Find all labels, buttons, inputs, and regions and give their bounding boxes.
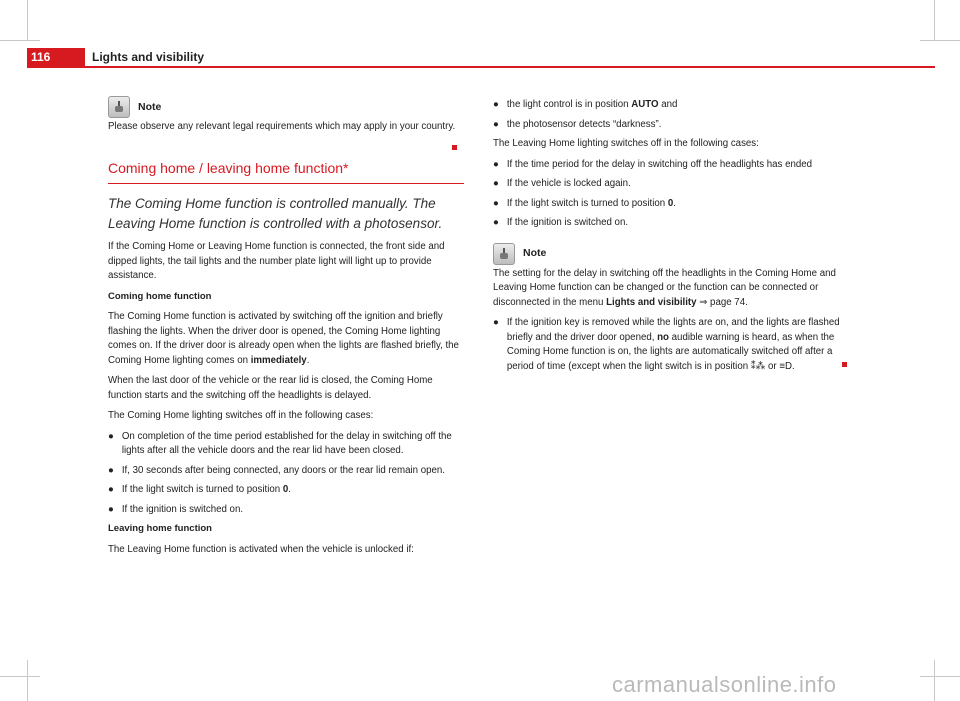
side-lights-icon: ⁑⁂ — [750, 360, 766, 372]
emphasis: immediately — [250, 354, 307, 366]
crop-mark — [27, 0, 28, 40]
note-text — [493, 267, 849, 311]
list-item-text: If the vehicle is locked again. — [506, 178, 631, 189]
bullet-dot: ● — [493, 317, 499, 328]
note-label: Note — [523, 247, 547, 260]
note-label: Note — [138, 100, 162, 113]
crop-mark — [920, 40, 960, 41]
section-heading: Coming home / leaving home function* — [108, 159, 349, 176]
paragraph: The Leaving Home function is activated when the vehicle is unlocked if: — [108, 543, 414, 555]
list-item-text: If the ignition key is removed while the lights are on, and the lights are flashed briefly and the driver door opened, — [506, 317, 840, 343]
running-header: Lights and visibility — [92, 50, 205, 64]
menu-name: Lights and visibility — [606, 296, 697, 308]
lead-text: The Coming Home function is controlled manually. The Leaving Home function is controlled with a photosensor. — [108, 196, 443, 231]
heading-rule — [108, 183, 464, 184]
crop-mark — [0, 40, 40, 41]
switch-position: 0 — [282, 484, 289, 495]
list-item — [493, 158, 849, 173]
crop-mark — [934, 660, 935, 701]
note-text: Please observe any relevant legal requirements which may apply in your country. — [108, 121, 456, 132]
list-item-text: the light control is in position — [506, 99, 629, 110]
list-item — [493, 98, 849, 113]
watermark: carmanualsonline.info — [612, 672, 837, 697]
list-item — [493, 118, 849, 133]
left-column — [108, 96, 464, 563]
list-item-text: If the ignition is switched on. — [121, 503, 244, 515]
bullet-dot: ● — [493, 118, 499, 130]
text-run: The Coming Home function is activated by switching off the ignition and briefly flashing the lights. When the driver door is opened, the Coming Home lighting comes on. If the driver door is already open when the lights are flashed briefly, the Coming Home lighting comes on — [108, 311, 459, 366]
bullet-dot: ● — [493, 217, 499, 228]
list-item — [108, 430, 464, 459]
paragraph: The Leaving Home lighting switches off in the following cases: — [493, 138, 759, 149]
right-column — [493, 98, 849, 379]
bullet-dot: ● — [493, 99, 499, 110]
bullet-dot: ● — [493, 178, 499, 189]
header-rule — [27, 66, 935, 68]
bullet-dot: ● — [493, 158, 499, 170]
subheading-leaving-home: Leaving home function — [108, 523, 212, 534]
list-item-text: If the light switch is turned to position — [506, 197, 666, 209]
list-item-text: audible warning is heard, as when the Coming Home function is on, the lights are automatically switched off after a period of time (except when the light switch is in position — [506, 331, 835, 372]
list-item — [108, 464, 464, 479]
crop-mark — [934, 0, 935, 40]
list-item-text: If the light switch is turned to position — [121, 484, 281, 495]
subheading-coming-home: Coming home function — [108, 290, 212, 302]
list-item-text: If the time period for the delay in switching off the headlights has ended — [506, 158, 813, 170]
dipped-beam-icon: ≡D — [779, 360, 793, 372]
intro-paragraph: If the Coming Home or Leaving Home function is connected, the front side and dipped lights, the tail lights and the number plate light will light up to provide assistance. — [108, 241, 445, 281]
end-mark — [452, 145, 457, 150]
bullet-dot: ● — [108, 430, 114, 442]
crop-mark — [27, 660, 28, 701]
text-run: The setting for the delay in switching off the headlights in the Coming Home and Leaving Home function can be changed or the function can be connected or disconnected in the menu — [493, 267, 836, 308]
list-item: ● If the light switch is turned to position 0. — [493, 197, 849, 212]
auto-symbol: AUTO — [631, 99, 659, 110]
list-item-text: If the ignition is switched on. — [506, 217, 629, 228]
note-header — [493, 243, 849, 265]
paragraph: When the last door of the vehicle or the rear lid is closed, the Coming Home function starts and the switching off the headlights is delayed. — [108, 375, 433, 401]
info-icon — [493, 243, 515, 265]
list-item — [108, 503, 464, 518]
list-item-text: If, 30 seconds after being connected, any doors or the rear lid remain open. — [121, 464, 445, 476]
crop-mark — [920, 676, 960, 677]
note-header — [108, 96, 464, 118]
page-number: 116 — [31, 50, 51, 64]
list-item-text: On completion of the time period established for the delay in switching off the lights after all the vehicle doors and the rear lid have been closed. — [121, 430, 452, 456]
bullet-dot: ● — [108, 503, 114, 515]
list-item-text: or — [768, 360, 777, 372]
list-item: ● If the light switch is turned to position 0. — [108, 483, 464, 498]
list-item: ● If the ignition key is removed while the lights are on, and the lights are flashed briefly and the driver door opened, no audible warning is heard, as when the Coming Home function is on, the lights are automatically switched off after a period of time (except when the light switch is in position ⁑⁂ or ≡D. — [493, 316, 849, 374]
list-item-text: and — [661, 99, 678, 110]
bullet-dot: ● — [493, 197, 499, 209]
paragraph: The Coming Home lighting switches off in the following cases: — [108, 410, 374, 421]
list-item — [493, 216, 849, 231]
list-item — [493, 177, 849, 192]
bullet-dot: ● — [108, 464, 114, 476]
emphasis: no — [657, 331, 669, 343]
switch-position: 0 — [667, 197, 674, 209]
info-icon — [108, 96, 130, 118]
end-mark — [842, 362, 847, 367]
crop-mark — [0, 676, 40, 677]
page-reference: ⇒ page 74. — [699, 296, 748, 308]
list-item-text: the photosensor detects “darkness”. — [506, 118, 662, 130]
bullet-dot: ● — [108, 484, 114, 495]
paragraph: The Coming Home function is activated by switching off the ignition and briefly flashing the lights. When the driver door is opened, the Coming Home lighting comes on. If the driver door is already open when the lights are flashed briefly, the Coming Home lighting comes on immediately. — [108, 311, 459, 366]
